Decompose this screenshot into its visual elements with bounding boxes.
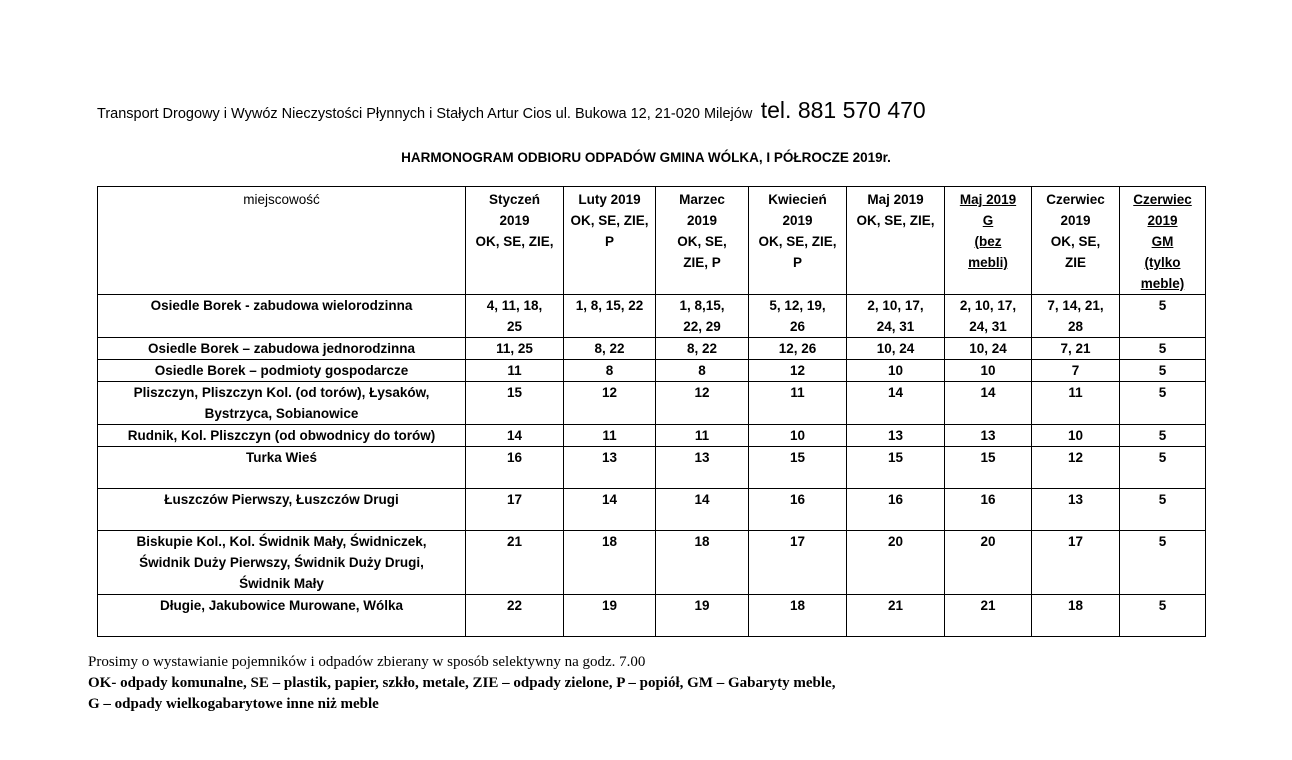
date-cell [847,425,945,447]
column-header-line: 2019 [782,213,813,228]
date-cell [1032,360,1120,382]
date-cell [1120,425,1206,447]
date-line: 10, 24 [969,341,1007,356]
date-cell [749,447,847,489]
column-header-line: (bez [974,234,1002,249]
date-line: 5 [1158,298,1167,313]
date-cell [1120,447,1206,489]
column-header-line: ZIE [1064,255,1086,270]
month-column-header [1120,187,1206,295]
date-cell [847,595,945,637]
place-line: Rudnik, Kol. Pliszczyn (od obwodnicy do torów) [127,428,436,443]
month-column-header [564,187,656,295]
table-row [98,531,1206,595]
date-cell [1120,338,1206,360]
date-cell [656,489,749,531]
date-cell [847,382,945,425]
date-line: 22, 29 [683,319,721,334]
table-row [98,382,1206,425]
date-cell [466,295,564,338]
date-line: 7, 14, 21, [1047,298,1104,313]
date-line: 5 [1158,598,1167,613]
date-line: 11 [694,428,710,443]
date-line: 7 [1071,363,1080,378]
date-cell [749,531,847,595]
date-cell [749,295,847,338]
date-line: 24, 31 [969,319,1007,334]
date-cell [656,531,749,595]
month-column-header [1032,187,1120,295]
date-cell [847,295,945,338]
date-cell [564,489,656,531]
date-line: 8, 22 [594,341,625,356]
date-cell [1032,447,1120,489]
date-line: 20 [980,534,996,549]
column-header-line: 2019 [686,213,718,228]
collection-schedule-table [97,186,1206,637]
date-cell [466,338,564,360]
date-line: 8 [698,363,706,378]
place-line: Osiedle Borek – zabudowa jednorodzinna [147,341,416,356]
date-cell [847,531,945,595]
month-column-header [656,187,749,295]
date-cell [466,360,564,382]
date-line: 10 [1067,428,1084,443]
table-body [98,295,1206,637]
date-cell [749,338,847,360]
date-line: 13 [980,428,996,443]
date-cell [945,425,1032,447]
place-line: Świdnik Duży Pierwszy, Świdnik Duży Drugi, [139,555,424,570]
date-line: 16 [887,492,904,507]
column-header-line: OK, SE, ZIE, [475,234,554,249]
date-line: 7, 21 [1060,341,1091,356]
date-line: 5 [1158,492,1167,507]
date-line: 18 [601,534,618,549]
place-cell [98,360,466,382]
date-cell [945,489,1032,531]
company-header [97,97,926,124]
column-header-line: Czerwiec [1133,192,1192,207]
place-cell [98,595,466,637]
date-line: 15 [789,450,806,465]
month-column-header [945,187,1032,295]
place-cell [98,425,466,447]
column-header-line: Kwiecień [768,192,827,207]
date-line: 24, 31 [876,319,915,334]
date-cell [564,447,656,489]
date-line: 14 [601,492,618,507]
date-line: 11, 25 [496,341,533,356]
place-line: Osiedle Borek - zabudowa wielorodzinna [150,298,413,313]
date-cell [945,531,1032,595]
date-line: 12 [694,385,710,400]
date-cell [466,447,564,489]
date-line: 14 [506,428,523,443]
date-cell [847,447,945,489]
date-cell [847,338,945,360]
date-cell [1120,295,1206,338]
column-header-line: G [982,213,994,228]
date-cell [749,595,847,637]
date-cell [656,425,749,447]
date-cell [1120,595,1206,637]
date-cell [1032,338,1120,360]
date-line: 13 [1067,492,1084,507]
place-cell [98,295,466,338]
date-cell [749,489,847,531]
footer [88,652,835,715]
date-cell [656,382,749,425]
column-header-line: Czerwiec [1046,192,1105,207]
date-line: 14 [694,492,710,507]
date-line: 12 [789,363,806,378]
date-cell [1032,425,1120,447]
date-line: 21 [980,598,996,613]
column-header-line: P [792,255,802,270]
date-line: 18 [694,534,710,549]
date-line: 10 [789,428,806,443]
place-line: Biskupie Kol., Kol. Świdnik Mały, Świdniczek, [136,534,427,549]
date-cell [945,595,1032,637]
date-cell [1120,360,1206,382]
table-row [98,360,1206,382]
column-header-line: (tylko [1144,255,1181,270]
table-row [98,447,1206,489]
date-line: 12, 26 [778,341,817,356]
table-row [98,295,1206,338]
date-line: 10 [887,363,904,378]
date-line: 17 [1067,534,1084,549]
date-line: 17 [789,534,806,549]
column-header-line: P [604,234,614,249]
date-cell [945,360,1032,382]
date-cell [564,295,656,338]
date-line: 12 [601,385,618,400]
place-cell [98,447,466,489]
place-line: Pliszczyn, Pliszczyn Kol. (od torów), Łysaków, [133,385,430,400]
table-row [98,425,1206,447]
date-cell [656,295,749,338]
date-line: 15 [980,450,996,465]
date-line: 5 [1158,385,1167,400]
date-cell [466,425,564,447]
column-header-line: ZIE, P [683,255,721,270]
date-line: 25 [506,319,523,334]
date-line: 13 [887,428,904,443]
date-line: 20 [887,534,904,549]
column-header-line: Marzec [679,192,725,207]
date-cell [1032,595,1120,637]
date-line: 13 [694,450,710,465]
date-cell [847,489,945,531]
date-line: 5 [1158,450,1167,465]
column-header-line: 2019 [1060,213,1091,228]
column-header-line: Styczeń [488,192,541,207]
date-cell [749,360,847,382]
date-line: 18 [789,598,806,613]
date-line: 26 [789,319,806,334]
column-header-line: Maj 2019 [959,192,1017,207]
date-cell [656,595,749,637]
date-cell [564,425,656,447]
date-cell [749,382,847,425]
table-row [98,338,1206,360]
date-cell [656,447,749,489]
date-line: 1, 8, 15, 22 [575,298,644,313]
place-line: Osiedle Borek – podmioty gospodarcze [154,363,409,378]
place-line: Świdnik Mały [239,576,324,591]
date-line: 5, 12, 19, [769,298,826,313]
date-cell [1032,382,1120,425]
date-line: 15 [887,450,904,465]
date-line: 2, 10, 17, [867,298,924,313]
date-line: 10 [980,363,996,378]
date-line: 1, 8,15, [679,298,725,313]
date-cell [847,360,945,382]
date-line: 8, 22 [686,341,718,356]
date-line: 16 [980,492,996,507]
date-line: 28 [1067,319,1084,334]
legend-line-1: OK- odpady komunalne, SE – plastik, papier, szkło, metale, ZIE – odpady zielone, P – popiół, GM – Gabaryty meble, [88,675,836,691]
date-line: 14 [887,385,904,400]
date-cell [656,360,749,382]
date-line: 11 [1068,385,1083,400]
date-line: 5 [1158,363,1167,378]
month-column-header [847,187,945,295]
date-cell [564,595,656,637]
place-cell [98,382,466,425]
date-line: 22 [506,598,523,613]
date-cell [1120,489,1206,531]
column-header-line: mebli) [968,255,1008,270]
place-cell [98,531,466,595]
date-cell [564,382,656,425]
date-line: 5 [1158,428,1167,443]
date-cell [466,489,564,531]
date-cell [1120,531,1206,595]
column-header-line: GM [1151,234,1174,249]
date-line: 11 [507,363,522,378]
legend-line-2: G – odpady wielkogabarytowe inne niż meble [88,696,379,712]
date-line: 16 [506,450,523,465]
date-cell [945,447,1032,489]
month-column-header [466,187,564,295]
date-line: 12 [1067,450,1084,465]
date-line: 15 [506,385,523,400]
date-line: 21 [506,534,523,549]
table-row [98,489,1206,531]
column-header-line: OK, SE, [677,234,727,249]
document-title: HARMONOGRAM ODBIORU ODPADÓW GMINA WÓLKA, I PÓŁROCZE 2019r. [401,150,891,165]
date-cell [945,382,1032,425]
date-cell [656,338,749,360]
place-cell [98,489,466,531]
date-line: 4, 11, 18, [486,298,543,313]
date-cell [564,531,656,595]
date-cell [1120,382,1206,425]
date-cell [945,338,1032,360]
footer-note: Prosimy o wystawianie pojemników i odpadów zbierany w sposób selektywny na godz. 7.00 [88,654,646,670]
column-header-line: 2019 [1147,213,1178,228]
date-cell [564,338,656,360]
place-line: Długie, Jakubowice Murowane, Wólka [159,598,404,613]
date-line: 11 [790,385,805,400]
date-cell [564,360,656,382]
company-name: Transport Drogowy i Wywóz Nieczystości Płynnych i Stałych Artur Cios ul. Bukowa 12, 21-020 Milejów [97,106,753,122]
column-header-line: OK, SE, ZIE, [570,213,649,228]
date-cell [945,295,1032,338]
date-line: 10, 24 [876,341,915,356]
date-cell [466,595,564,637]
month-column-header [749,187,847,295]
table-row [98,595,1206,637]
date-line: 18 [1067,598,1084,613]
date-line: 21 [887,598,904,613]
column-header-line: OK, SE, [1050,234,1101,249]
column-header-line: Luty 2019 [578,192,641,207]
phone-number: tel. 881 570 470 [760,97,926,123]
date-line: 5 [1158,534,1167,549]
place-cell [98,338,466,360]
date-line: 19 [694,598,710,613]
date-line: 16 [789,492,806,507]
date-line: 13 [601,450,618,465]
column-header-line: Maj 2019 [867,192,924,207]
place-line: Turka Wieś [246,450,317,465]
date-line: 11 [602,428,617,443]
date-line: 5 [1158,341,1167,356]
date-cell [466,531,564,595]
date-cell [1032,489,1120,531]
column-header-line: OK, SE, ZIE, [856,213,935,228]
place-line: Łuszczów Pierwszy, Łuszczów Drugi [164,492,399,507]
table-header-row [98,187,1206,295]
date-cell [749,425,847,447]
column-header-line: 2019 [499,213,530,228]
date-line: 2, 10, 17, [959,298,1017,313]
place-line: Bystrzyca, Sobianowice [204,406,359,421]
date-line: 19 [601,598,618,613]
column-header-line: OK, SE, ZIE, [758,234,837,249]
date-line: 8 [605,363,614,378]
place-column-header: miejscowość [98,187,466,295]
date-line: 17 [506,492,523,507]
date-cell [1032,531,1120,595]
date-cell [466,382,564,425]
column-header-line: meble) [1140,276,1185,291]
date-cell [1032,295,1120,338]
date-line: 14 [980,385,996,400]
